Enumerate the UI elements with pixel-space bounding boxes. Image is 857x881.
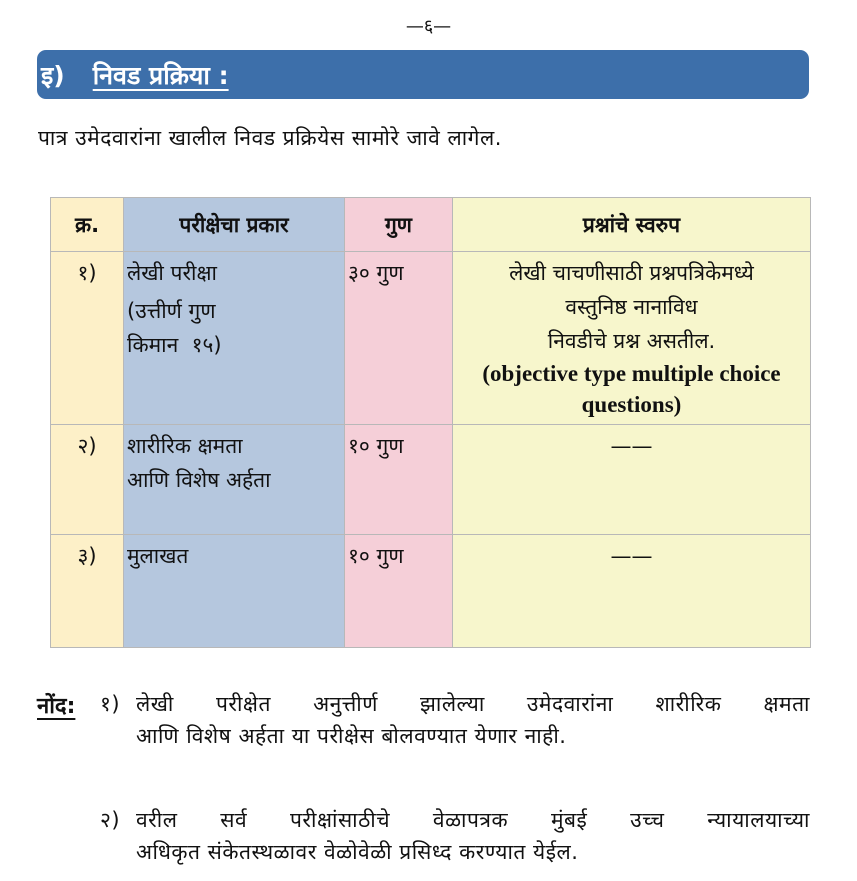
cell-exam-type — [124, 425, 345, 535]
note-line-1: लेखी परीक्षेत अनुत्तीर्ण झालेल्या उमेदवारांना शारीरिक क्षमता — [136, 692, 810, 716]
page-number: —६— — [405, 16, 452, 37]
section-number: इ) — [41, 60, 65, 90]
section-banner — [37, 50, 809, 99]
marks-text: १० गुण — [348, 544, 404, 568]
nature-line-2: वस्तुनिष्ठ नानाविध — [565, 295, 698, 319]
cell-exam-type — [124, 535, 345, 648]
intro-text: पात्र उमेदवारांना खालील निवड प्रक्रियेस सामोरे जावे लागेल. — [38, 126, 502, 150]
cell-question-nature — [453, 535, 811, 648]
nature-text: —— — [610, 434, 653, 458]
serial-text: ३) — [77, 544, 97, 568]
cell-question-nature — [453, 252, 811, 425]
header-marks: गुण — [345, 198, 453, 252]
cell-marks — [345, 252, 453, 425]
serial-text: २) — [77, 434, 97, 458]
note-label: नोंद: — [37, 694, 76, 719]
table-row — [51, 425, 811, 535]
exam-type-line-2: आणि विशेष अर्हता — [127, 468, 271, 492]
note-line-2: आणि विशेष अर्हता या परीक्षेस बोलवण्यात येणार नाही. — [136, 724, 567, 748]
nature-line-3: निवडीचे प्रश्न असतील. — [547, 329, 716, 353]
table-row — [51, 535, 811, 648]
note-item — [100, 690, 810, 750]
nature-english: (objective type multiple choice questions) — [482, 361, 781, 417]
table-header-row — [51, 198, 811, 252]
header-question-nature: प्रश्नांचे स्वरुप — [453, 198, 811, 252]
cell-question-nature — [453, 425, 811, 535]
serial-text: १) — [77, 261, 97, 285]
exam-type-text: मुलाखत — [127, 544, 189, 568]
exam-type-text: लेखी परीक्षा — [127, 261, 217, 285]
exam-type-note-2: किमान १५) — [127, 333, 222, 357]
selection-process-table — [50, 197, 811, 648]
note-item — [100, 806, 810, 866]
header-serial: क्र. — [51, 198, 124, 252]
header-exam-type: परीक्षेचा प्रकार — [124, 198, 345, 252]
cell-serial — [51, 535, 124, 648]
marks-text: १० गुण — [348, 434, 404, 458]
note-line-1: वरील सर्व परीक्षांसाठीचे वेळापत्रक मुंबई उच्च न्यायालयाच्या — [136, 808, 810, 832]
cell-serial — [51, 252, 124, 425]
exam-type-note: (उत्तीर्ण गुण — [127, 299, 216, 323]
section-title: निवड प्रक्रिया : — [92, 60, 229, 90]
cell-marks — [345, 535, 453, 648]
marks-text: ३० गुण — [348, 261, 404, 285]
nature-line-1: लेखी चाचणीसाठी प्रश्नपत्रिकेमध्ये — [509, 261, 754, 285]
note-number: २) — [100, 808, 121, 832]
exam-type-line-1: शारीरिक क्षमता — [127, 434, 243, 458]
note-number: १) — [100, 692, 121, 716]
cell-serial — [51, 425, 124, 535]
cell-exam-type — [124, 252, 345, 425]
nature-text: —— — [610, 544, 653, 568]
note-line-2: अधिकृत संकेतस्थळावर वेळोवेळी प्रसिध्द करण्यात येईल. — [136, 840, 579, 864]
cell-marks — [345, 425, 453, 535]
table-row — [51, 252, 811, 425]
